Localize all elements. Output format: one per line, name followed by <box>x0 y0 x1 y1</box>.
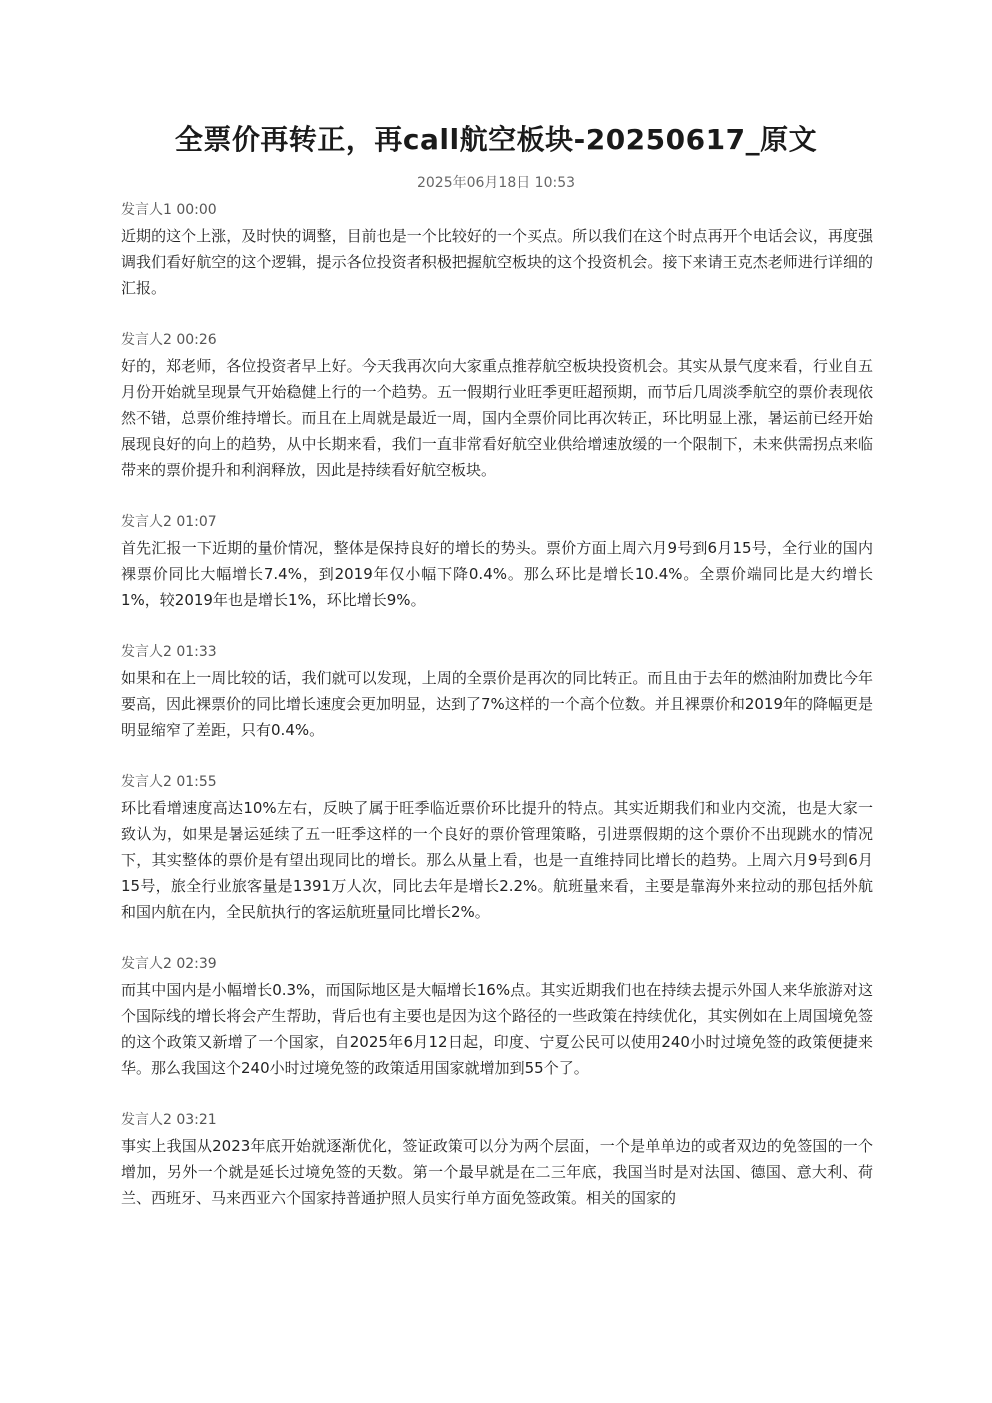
transcript-paragraph: 好的，郑老师，各位投资者早上好。今天我再次向大家重点推荐航空板块投资机会。其实从景气度来看，行业自五月份开始就呈现景气开始稳健上行的一个趋势。五一假期行业旺季更旺超预期，而节后几周淡季航空的票价表现依然不错，总票价维持增长。而且在上周就是最近一周，国内全票价同比再次转正，环比明显上涨，暑运前已经开始展现良好的向上的趋势，从中长期来看，我们一直非常看好航空业供给增速放缓的一个限制下，未来供需拐点来临带来的票价提升和利润释放，因此是持续看好航空板块。 <box>121 357 873 479</box>
document-date: 2025年06月18日 10:53 <box>416 175 576 191</box>
speaker-timestamp: 发言人2 01:33 <box>121 644 217 660</box>
transcript-segment <box>121 1107 873 1211</box>
speaker-timestamp: 发言人2 02:39 <box>121 956 217 972</box>
speaker-timestamp: 发言人2 01:55 <box>121 774 217 790</box>
transcript-body <box>121 197 873 1237</box>
speaker-timestamp: 发言人2 00:26 <box>121 332 217 348</box>
transcript-paragraph: 而其中国内是小幅增长0.3%，而国际地区是大幅增长16%点。其实近期我们也在持续去提示外国人来华旅游对这个国际线的增长将会产生帮助，背后也有主要也是因为这个路径的一些政策在持续优化，其实例如在上周国境免签的这个政策又新增了一个国家，自2025年6月12日起，印度、宁夏公民可以使用240小时过境免签的政策便捷来华。那么我国这个240小时过境免签的政策适用国家就增加到55个了。 <box>121 981 873 1077</box>
transcript-paragraph: 事实上我国从2023年底开始就逐渐优化，签证政策可以分为两个层面，一个是单单边的或者双边的免签国的一个增加，另外一个就是延长过境免签的天数。第一个最早就是在二三年底，我国当时是对法国、德国、意大利、荷兰、西班牙、马来西亚六个国家持普通护照人员实行单方面免签政策。相关的国家的 <box>121 1137 873 1207</box>
transcript-segment <box>121 509 873 613</box>
transcript-paragraph: 近期的这个上涨，及时快的调整，目前也是一个比较好的一个买点。所以我们在这个时点再开个电话会议，再度强调我们看好航空的这个逻辑，提示各位投资者积极把握航空板块的这个投资机会。接下来请王克杰老师进行详细的汇报。 <box>121 227 873 297</box>
transcript-paragraph: 如果和在上一周比较的话，我们就可以发现，上周的全票价是再次的同比转正。而且由于去年的燃油附加费比今年要高，因此裸票价的同比增长速度会更加明显，达到了7%这样的一个高个位数。并且裸票价和2019年的降幅更是明显缩窄了差距，只有0.4%。 <box>121 669 873 739</box>
transcript-paragraph: 首先汇报一下近期的量价情况，整体是保持良好的增长的势头。票价方面上周六月9号到6月15号，全行业的国内裸票价同比大幅增长7.4%，到2019年仅小幅下降0.4%。那么环比是增长10.4%。全票价端同比是大约增长1%，较2019年也是增长1%，环比增长9%。 <box>121 539 873 609</box>
speaker-timestamp: 发言人1 00:00 <box>121 202 217 218</box>
transcript-segment <box>121 327 873 483</box>
transcript-segment <box>121 639 873 743</box>
transcript-segment <box>121 951 873 1081</box>
document-title: 全票价再转正，再call航空板块-20250617_原文 <box>174 123 818 156</box>
transcript-segment <box>121 769 873 925</box>
transcript-segment <box>121 197 873 301</box>
speaker-timestamp: 发言人2 01:07 <box>121 514 217 530</box>
speaker-timestamp: 发言人2 03:21 <box>121 1112 217 1128</box>
transcript-paragraph: 环比看增速度高达10%左右，反映了属于旺季临近票价环比提升的特点。其实近期我们和业内交流，也是大家一致认为，如果是暑运延续了五一旺季这样的一个良好的票价管理策略，引进票假期的这个票价不出现跳水的情况下，其实整体的票价是有望出现同比的增长。那么从量上看，也是一直维持同比增长的趋势。上周六月9号到6月15号，旅全行业旅客量是1391万人次，同比去年是增长2.2%。航班量来看，主要是靠海外来拉动的那包括外航和国内航在内，全民航执行的客运航班量同比增长2%。 <box>121 799 873 921</box>
